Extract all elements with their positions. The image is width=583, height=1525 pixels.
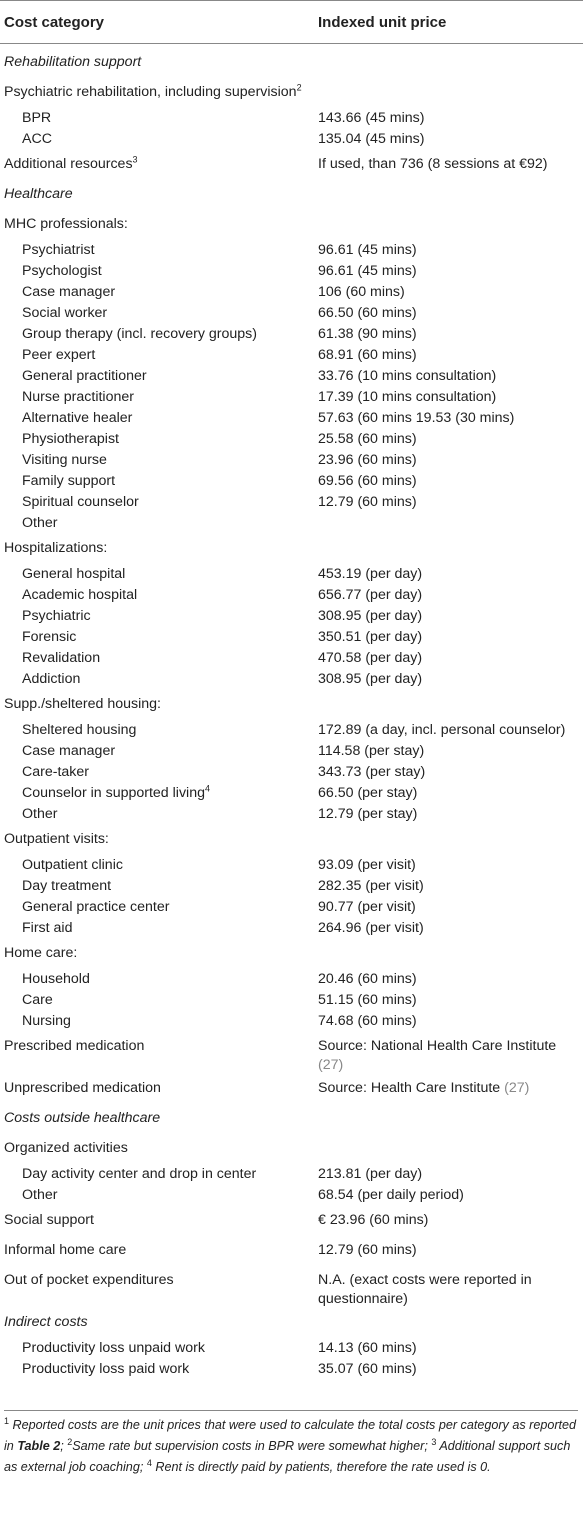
- category-row: [0, 1135, 583, 1165]
- cost-category-cell: [0, 409, 302, 430]
- table-row: [0, 262, 583, 283]
- unit-price-cell: [302, 283, 583, 304]
- unit-price-value: 96.61 (45 mins): [318, 242, 417, 258]
- row-label: Addiction: [22, 671, 81, 687]
- unit-price-cell: [302, 565, 583, 586]
- table-row: [0, 721, 583, 742]
- cost-category-cell: [0, 130, 302, 151]
- cost-category-cell: [0, 151, 302, 181]
- unit-price-cell: [302, 1075, 583, 1105]
- header-cost-category: Cost category: [0, 1, 302, 44]
- unit-price-cell: [302, 241, 583, 262]
- table-row: [0, 109, 583, 130]
- table-row: [0, 565, 583, 586]
- unit-price-value: N.A. (exact costs were reported in questionnaire): [318, 1272, 532, 1307]
- unit-price-cell: [302, 535, 583, 565]
- footnote-marker-2: 2: [67, 1436, 73, 1447]
- row-label: Counselor in supported living: [22, 785, 205, 801]
- footnote-marker-1: 1: [4, 1415, 10, 1426]
- row-label: Sheltered housing: [22, 722, 137, 738]
- row-label: Psychiatrist: [22, 242, 95, 258]
- table-row: [0, 991, 583, 1012]
- cost-category-cell: [0, 919, 302, 940]
- unit-price-cell: [302, 940, 583, 970]
- unit-price-value: 93.09 (per visit): [318, 857, 416, 873]
- unit-price-value: 35.07 (60 mins): [318, 1361, 417, 1377]
- footnote-text-3: Additional support such as external job coaching;: [4, 1439, 571, 1474]
- table-row: [0, 628, 583, 649]
- unit-price-cell: [302, 1207, 583, 1237]
- table-row: [0, 451, 583, 472]
- row-label: Informal home care: [4, 1242, 127, 1258]
- section-row: [0, 181, 583, 211]
- unit-price-value: 14.13 (60 mins): [318, 1340, 417, 1356]
- footnote-marker: 3: [132, 154, 138, 165]
- row-label: ACC: [22, 131, 52, 147]
- row-label: Prescribed medication: [4, 1038, 145, 1054]
- unit-price-value: 453.19 (per day): [318, 566, 423, 582]
- row-label: Outpatient visits:: [4, 831, 109, 847]
- row-label: Household: [22, 971, 90, 987]
- unit-price-value: 213.81 (per day): [318, 1166, 423, 1182]
- row-label: Home care:: [4, 945, 78, 961]
- row-label: Psychiatric: [22, 608, 91, 624]
- unit-price-value: 656.77 (per day): [318, 587, 423, 603]
- row-label: Other: [22, 515, 58, 531]
- table-row: [0, 325, 583, 346]
- unit-price-value: 20.46 (60 mins): [318, 971, 417, 987]
- table-row: [0, 919, 583, 940]
- unit-price-value: 51.15 (60 mins): [318, 992, 417, 1008]
- section-label: Costs outside healthcare: [4, 1110, 161, 1126]
- unit-price-cell: [302, 388, 583, 409]
- cost-category-cell: [0, 670, 302, 691]
- reference-link[interactable]: (27): [318, 1057, 344, 1073]
- unit-price-value: 23.96 (60 mins): [318, 452, 417, 468]
- cost-category-cell: [0, 451, 302, 472]
- unit-price-value: 308.95 (per day): [318, 608, 423, 624]
- unit-price-cell: [302, 670, 583, 691]
- unit-price-cell: [302, 856, 583, 877]
- row-label: Family support: [22, 473, 116, 489]
- unit-price-cell: [302, 1165, 583, 1186]
- section-label: Rehabilitation support: [4, 54, 142, 70]
- category-row: [0, 535, 583, 565]
- cost-category-cell: [0, 991, 302, 1012]
- table-row: [0, 388, 583, 409]
- unit-price-cell: [302, 346, 583, 367]
- unit-price-value: 350.51 (per day): [318, 629, 423, 645]
- cost-category-cell: [0, 721, 302, 742]
- table-row: [0, 586, 583, 607]
- cost-category-cell: [0, 181, 302, 211]
- unit-price-cell: [302, 79, 583, 109]
- unit-price-cell: [302, 721, 583, 742]
- unit-price-cell: [302, 784, 583, 805]
- unit-price-cell: [302, 805, 583, 826]
- row-label: Peer expert: [22, 347, 96, 363]
- cost-category-cell: [0, 241, 302, 262]
- unit-price-value: 68.54 (per daily period): [318, 1187, 464, 1203]
- cost-category-cell: [0, 1207, 302, 1237]
- unit-price-value: 143.66 (45 mins): [318, 110, 425, 126]
- unit-price-value: 17.39 (10 mins consultation): [318, 389, 497, 405]
- category-row: [0, 211, 583, 241]
- table-header: [0, 1, 583, 44]
- row-label: Nursing: [22, 1013, 71, 1029]
- cost-category-cell: [0, 1012, 302, 1033]
- unit-price-value: 12.79 (60 mins): [318, 1242, 417, 1258]
- row-label: Day activity center and drop in center: [22, 1166, 257, 1182]
- unit-price-cell: [302, 472, 583, 493]
- unit-price-cell: [302, 1339, 583, 1360]
- cost-category-cell: [0, 784, 302, 805]
- row-label: Nurse practitioner: [22, 389, 134, 405]
- table-row: [0, 1165, 583, 1186]
- cost-category-cell: [0, 607, 302, 628]
- unit-price-cell: [302, 1012, 583, 1033]
- row-label: Care: [22, 992, 53, 1008]
- unit-price-value: 68.91 (60 mins): [318, 347, 417, 363]
- cost-category-cell: [0, 970, 302, 991]
- unit-price-cell: [302, 877, 583, 898]
- row-label: Hospitalizations:: [4, 540, 108, 556]
- cost-category-cell: [0, 628, 302, 649]
- category-row: [0, 1075, 583, 1105]
- table-row: [0, 1360, 583, 1381]
- row-label: General practitioner: [22, 368, 147, 384]
- unit-price-value: 282.35 (per visit): [318, 878, 424, 894]
- unit-price-cell: [302, 919, 583, 940]
- unit-price-cell: [302, 691, 583, 721]
- footnote-separator: ;: [60, 1439, 68, 1453]
- table-row: [0, 130, 583, 151]
- table-row: [0, 241, 583, 262]
- cost-category-cell: [0, 514, 302, 535]
- unit-price-value: 90.77 (per visit): [318, 899, 416, 915]
- cost-category-cell: [0, 565, 302, 586]
- cost-category-cell: [0, 325, 302, 346]
- unit-price-value: 96.61 (45 mins): [318, 263, 417, 279]
- unit-price-value: 25.58 (60 mins): [318, 431, 417, 447]
- row-label: Academic hospital: [22, 587, 138, 603]
- cost-category-cell: [0, 535, 302, 565]
- row-label: Social support: [4, 1212, 94, 1228]
- row-label: Psychologist: [22, 263, 102, 279]
- unit-price-cell: [302, 1033, 583, 1075]
- unit-price-value: 69.56 (60 mins): [318, 473, 417, 489]
- table-row: [0, 430, 583, 451]
- unit-price-value: 106 (60 mins): [318, 284, 405, 300]
- row-label: Case manager: [22, 743, 116, 759]
- row-label: Day treatment: [22, 878, 112, 894]
- cost-category-cell: [0, 367, 302, 388]
- category-row: [0, 691, 583, 721]
- table-row: [0, 877, 583, 898]
- unit-price-cell: [302, 742, 583, 763]
- category-row: [0, 1207, 583, 1237]
- unit-price-cell: [302, 109, 583, 130]
- cost-category-cell: [0, 304, 302, 325]
- unit-price-cell: [302, 430, 583, 451]
- unit-price-cell: [302, 1135, 583, 1165]
- table-row: [0, 856, 583, 877]
- cost-category-cell: [0, 1135, 302, 1165]
- unit-price-cell: [302, 304, 583, 325]
- unit-price-value: € 23.96 (60 mins): [318, 1212, 429, 1228]
- unit-price-cell: [302, 493, 583, 514]
- unit-price-cell: [302, 514, 583, 535]
- cost-category-cell: [0, 1267, 302, 1309]
- table-footnote: [4, 1410, 578, 1478]
- unit-price-value: 66.50 (per stay): [318, 785, 418, 801]
- row-label: Visiting nurse: [22, 452, 107, 468]
- unit-price-cell: [302, 586, 583, 607]
- table-row: [0, 346, 583, 367]
- table-row: [0, 1012, 583, 1033]
- section-label: Indirect costs: [4, 1314, 88, 1330]
- cost-category-cell: [0, 691, 302, 721]
- table-row: [0, 970, 583, 991]
- table-row: [0, 784, 583, 805]
- unit-price-value: 33.76 (10 mins consultation): [318, 368, 497, 384]
- footnote-marker: 4: [204, 783, 210, 794]
- cost-category-cell: [0, 1360, 302, 1381]
- cost-category-cell: [0, 742, 302, 763]
- category-row: [0, 1237, 583, 1267]
- row-label: Group therapy (incl. recovery groups): [22, 326, 257, 342]
- unit-price-value: 343.73 (per stay): [318, 764, 426, 780]
- cost-category-cell: [0, 346, 302, 367]
- footnote-text-4: Rent is directly paid by patients, therefore the rate used is 0.: [151, 1460, 491, 1474]
- cost-category-cell: [0, 430, 302, 451]
- row-label: Revalidation: [22, 650, 101, 666]
- table-row: [0, 514, 583, 535]
- unit-price-cell: [302, 898, 583, 919]
- category-row: [0, 79, 583, 109]
- category-row: [0, 151, 583, 181]
- unit-price-value: 57.63 (60 mins 19.53 (30 mins): [318, 410, 515, 426]
- header-indexed-unit-price: Indexed unit price: [302, 1, 583, 44]
- category-row: [0, 826, 583, 856]
- table-row: [0, 409, 583, 430]
- row-label: Organized activities: [4, 1140, 128, 1156]
- category-row: [0, 1267, 583, 1309]
- unit-price-value: 12.79 (60 mins): [318, 494, 417, 510]
- cost-category-cell: [0, 1339, 302, 1360]
- cost-category-cell: [0, 1033, 302, 1075]
- cost-category-cell: [0, 262, 302, 283]
- unit-price-cell: [302, 1267, 583, 1309]
- row-label: Spiritual counselor: [22, 494, 139, 510]
- unit-price-cell: [302, 44, 583, 80]
- table-row: [0, 1339, 583, 1360]
- unit-price-cell: [302, 130, 583, 151]
- unit-price-cell: [302, 211, 583, 241]
- unit-price-value: 308.95 (per day): [318, 671, 423, 687]
- cost-category-cell: [0, 649, 302, 670]
- row-label: Physiotherapist: [22, 431, 119, 447]
- section-row: [0, 1309, 583, 1339]
- cost-category-cell: [0, 1186, 302, 1207]
- row-label: MHC professionals:: [4, 216, 128, 232]
- row-label: Care-taker: [22, 764, 90, 780]
- cost-category-cell: [0, 826, 302, 856]
- unit-price-cell: [302, 970, 583, 991]
- cost-category-cell: [0, 1105, 302, 1135]
- reference-link[interactable]: (27): [504, 1080, 530, 1096]
- row-label: Case manager: [22, 284, 116, 300]
- table-row: [0, 493, 583, 514]
- row-label: General practice center: [22, 899, 170, 915]
- row-label: Psychiatric rehabilitation, including supervision: [4, 84, 297, 100]
- table-row: [0, 304, 583, 325]
- row-label: Productivity loss paid work: [22, 1361, 190, 1377]
- cost-category-cell: [0, 586, 302, 607]
- row-label: Forensic: [22, 629, 77, 645]
- table-row: [0, 742, 583, 763]
- unit-price-cell: [302, 607, 583, 628]
- row-label: Supp./sheltered housing:: [4, 696, 161, 712]
- unit-price-cell: [302, 325, 583, 346]
- cost-category-cell: [0, 1237, 302, 1267]
- cost-category-cell: [0, 940, 302, 970]
- cost-category-cell: [0, 211, 302, 241]
- row-label: BPR: [22, 110, 52, 126]
- unit-price-cell: [302, 451, 583, 472]
- unit-price-value: 74.68 (60 mins): [318, 1013, 417, 1029]
- table-row: [0, 367, 583, 388]
- unit-price-cell: [302, 409, 583, 430]
- cost-category-cell: [0, 79, 302, 109]
- cost-category-cell: [0, 1309, 302, 1339]
- unit-price-value: If used, than 736 (8 sessions at €92): [318, 156, 548, 172]
- category-row: [0, 1033, 583, 1075]
- unit-price-value: 66.50 (60 mins): [318, 305, 417, 321]
- table-row: [0, 1186, 583, 1207]
- unit-price-value: 61.38 (90 mins): [318, 326, 417, 342]
- row-label: First aid: [22, 920, 73, 936]
- cost-category-cell: [0, 763, 302, 784]
- unit-price-cell: [302, 1237, 583, 1267]
- cost-category-cell: [0, 898, 302, 919]
- unit-price-cell: [302, 991, 583, 1012]
- section-row: [0, 44, 583, 80]
- unit-price-cell: [302, 1105, 583, 1135]
- unit-price-cell: [302, 181, 583, 211]
- unit-price-value: 264.96 (per visit): [318, 920, 424, 936]
- unit-price-cell: [302, 1186, 583, 1207]
- unit-price-value: 12.79 (per stay): [318, 806, 418, 822]
- unit-price-cell: [302, 1309, 583, 1339]
- row-label: Productivity loss unpaid work: [22, 1340, 205, 1356]
- row-label: Other: [22, 1187, 58, 1203]
- unit-price-cell: [302, 628, 583, 649]
- table-2-link[interactable]: Table 2: [17, 1439, 61, 1453]
- table-row: [0, 607, 583, 628]
- unit-price-value: 114.58 (per stay): [318, 743, 425, 759]
- unit-price-cell: [302, 151, 583, 181]
- table-row: [0, 472, 583, 493]
- unit-price-cell: [302, 649, 583, 670]
- footnote-text-1: Reported costs are the unit prices that were used to calculate the total costs per category as reported in: [4, 1418, 577, 1453]
- unit-price-cell: [302, 1360, 583, 1381]
- cost-category-cell: [0, 493, 302, 514]
- unit-price-cell: [302, 262, 583, 283]
- section-label: Healthcare: [4, 186, 73, 202]
- unit-price-value: 470.58 (per day): [318, 650, 423, 666]
- row-label: Additional resources: [4, 156, 133, 172]
- cost-category-cell: [0, 472, 302, 493]
- unit-price-value: Source: Health Care Institute: [318, 1080, 501, 1096]
- table-row: [0, 898, 583, 919]
- cost-category-cell: [0, 109, 302, 130]
- table-row: [0, 283, 583, 304]
- cost-category-cell: [0, 1075, 302, 1105]
- row-label: Other: [22, 806, 58, 822]
- table-row: [0, 649, 583, 670]
- cost-category-cell: [0, 805, 302, 826]
- footnote-marker: 2: [296, 82, 302, 93]
- footnote-text-2: Same rate but supervision costs in BPR were somewhat higher;: [72, 1439, 432, 1453]
- category-row: [0, 940, 583, 970]
- unit-price-value: Source: National Health Care Institute: [318, 1038, 557, 1054]
- row-label: Alternative healer: [22, 410, 133, 426]
- table-row: [0, 670, 583, 691]
- unit-price-cell: [302, 763, 583, 784]
- section-row: [0, 1105, 583, 1135]
- cost-category-cell: [0, 856, 302, 877]
- table-row: [0, 805, 583, 826]
- cost-category-cell: [0, 877, 302, 898]
- table-row: [0, 763, 583, 784]
- footnote-marker-3: 3: [431, 1436, 437, 1447]
- unit-price-cell: [302, 826, 583, 856]
- cost-category-cell: [0, 388, 302, 409]
- row-label: Unprescribed medication: [4, 1080, 161, 1096]
- table-body: [0, 44, 583, 1382]
- cost-category-cell: [0, 283, 302, 304]
- cost-category-cell: [0, 44, 302, 80]
- footnote-marker-4: 4: [146, 1457, 152, 1468]
- row-label: Outpatient clinic: [22, 857, 123, 873]
- unit-price-value: 172.89 (a day, incl. personal counselor): [318, 722, 566, 738]
- row-label: Out of pocket expenditures: [4, 1272, 174, 1288]
- row-label: Social worker: [22, 305, 108, 321]
- cost-category-cell: [0, 1165, 302, 1186]
- unit-price-value: 135.04 (45 mins): [318, 131, 425, 147]
- unit-price-cell: [302, 367, 583, 388]
- row-label: General hospital: [22, 566, 126, 582]
